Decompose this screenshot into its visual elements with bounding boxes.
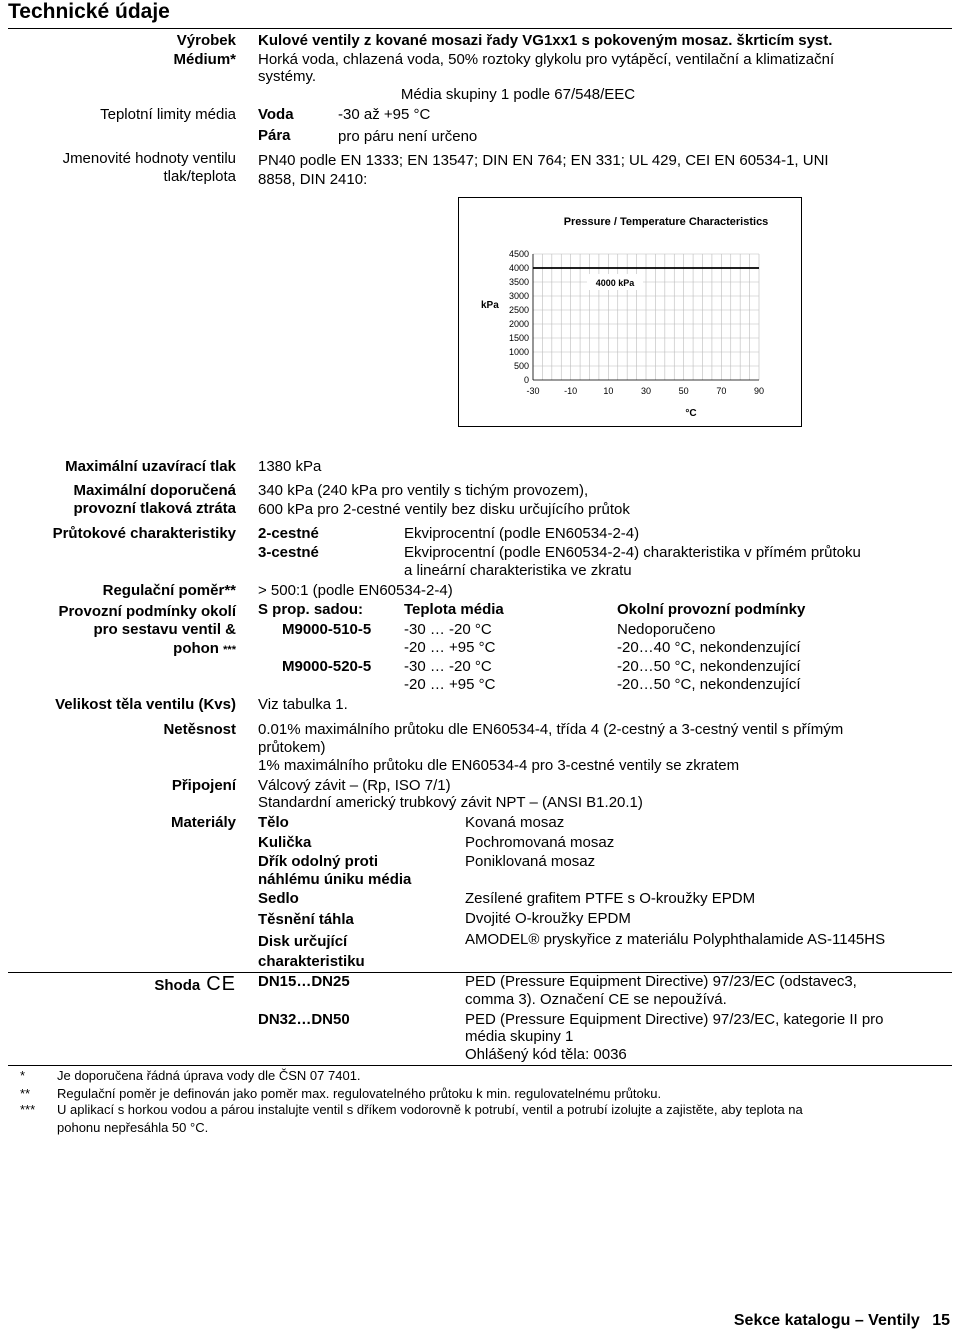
page-footer — [734, 1312, 950, 1330]
y-tick-label: 1500 — [508, 333, 529, 343]
para-value: pro páru není určeno — [338, 128, 478, 145]
m520-t1: -30 … -20 °C — [404, 658, 492, 675]
y-tick-label: 2500 — [508, 305, 529, 315]
m510-o1: Nedoporučeno — [617, 621, 716, 638]
sedlo-value: Zesílené grafitem PTFE s O-kroužky EPDM — [465, 890, 756, 907]
m520-t2: -20 … +95 °C — [404, 676, 496, 693]
tesneni-value: Dvojité O-kroužky EPDM — [465, 910, 631, 927]
uzaviraci-value: 1380 kPa — [258, 458, 322, 475]
note-3-mark: *** — [20, 1102, 36, 1117]
telo-label: Tělo — [258, 814, 289, 831]
x-tick-label: 10 — [603, 386, 614, 396]
chart-title: Pressure / Temperature Characteristics — [563, 216, 769, 228]
tesneni-label: Těsnění táhla — [258, 911, 354, 928]
y-tick-label: 2000 — [508, 319, 529, 329]
ztrata-value-1: 340 kPa (240 kPa pro ventily s tichým provozem), — [258, 482, 589, 499]
pressure-temperature-chart — [458, 197, 802, 427]
notes-rule — [8, 1065, 952, 1066]
provozni-label-3: pohon — [173, 640, 219, 657]
note-3-text-2: pohonu nepřesáhla 50 °C. — [57, 1120, 209, 1135]
m510-t1: -30 … -20 °C — [404, 621, 492, 638]
x-tick-label: 50 — [678, 386, 689, 396]
dn32-label: DN32…DN50 — [258, 1011, 350, 1028]
x-tick-label: 90 — [753, 386, 765, 396]
para-label: Pára — [258, 127, 291, 144]
velikost-label: Velikost těla ventilu (Kvs) — [55, 696, 236, 713]
teplotni-label: Teplotní limity média — [100, 106, 236, 123]
drik-value: Poniklovaná mosaz — [465, 853, 596, 870]
disk-label-2: charakteristiku — [258, 953, 365, 970]
x-tick-label: 30 — [640, 386, 652, 396]
m520-o1: -20…50 °C, nekondenzující — [617, 658, 801, 675]
cestne3-value-1: Ekviprocentní (podle EN60534-2-4) charakteristika v přímém průtoku — [404, 544, 861, 561]
medium-value-3: Média skupiny 1 podle 67/548/EEC — [400, 86, 636, 103]
dn32-value-3: Ohlášený kód těla: 0036 — [465, 1046, 627, 1063]
medium-label: Médium* — [173, 51, 236, 68]
cestne2-label: 2-cestné — [258, 525, 319, 542]
provozni-label-2: pro sestavu ventil & — [93, 621, 236, 638]
kulicka-label: Kulička — [258, 834, 312, 851]
dn32-value-1: PED (Pressure Equipment Directive) 97/23/EC, kategorie II pro — [465, 1011, 884, 1028]
cestne2-value: Ekviprocentní (podle EN60534-2-4) — [404, 525, 640, 542]
pripojeni-value-1: Válcový závit – (Rp, ISO 7/1) — [258, 777, 451, 794]
cestne3-value-2: a lineární charakteristika ve zkratu — [404, 562, 632, 579]
pripojeni-label: Připojení — [171, 777, 236, 794]
m520-o2: -20…50 °C, nekondenzující — [617, 676, 801, 693]
jmenovite-label-2: tlak/teplota — [163, 168, 236, 185]
y-tick-label: 0 — [523, 375, 529, 385]
vyrobek-value: Kulové ventily z kované mosazi řady VG1xx1 s pokoveným mosaz. škrticím syst. — [258, 32, 833, 49]
jmenovite-label-1: Jmenovité hodnoty ventilu — [62, 150, 236, 167]
m510-o2: -20…40 °C, nekondenzující — [617, 639, 801, 656]
ce-mark-icon: CE — [206, 973, 236, 995]
ztrata-label-2: provozní tlaková ztráta — [73, 500, 236, 517]
y-tick-label: 500 — [513, 361, 529, 371]
regulacni-value: > 500:1 (podle EN60534-2-4) — [258, 582, 453, 599]
note-2-mark: ** — [20, 1086, 31, 1101]
kulicka-value: Pochromovaná mosaz — [465, 834, 615, 851]
provozni-label-1: Provozní podmínky okolí — [58, 603, 236, 620]
footer-section: Sekce katalogu – Ventily — [733, 1312, 920, 1329]
m510-label: M9000-510-5 — [282, 621, 372, 638]
drik-label-1: Dřík odolný proti — [258, 853, 378, 870]
drik-label-2: náhlému úniku média — [258, 871, 412, 888]
netesnost-value-1: 0.01% maximálního průtoku dle EN60534-4, třída 4 (2-cestný a 3-cestný ventil s přímým — [258, 721, 844, 738]
shoda-label: Shoda — [154, 977, 201, 994]
chart-x-label: °C — [685, 408, 697, 419]
dn32-value-2: média skupiny 1 — [465, 1028, 574, 1045]
page-title: Technické údaje — [8, 0, 170, 23]
y-tick-label: 3500 — [508, 277, 529, 287]
provozni-label-stars: *** — [223, 644, 236, 656]
sedlo-label: Sedlo — [258, 890, 299, 907]
m510-t2: -20 … +95 °C — [404, 639, 496, 656]
jmenovite-value-1: PN40 podle EN 1333; EN 13547; DIN EN 764; EN 331; UL 429, CEI EN 60534-1, UNI — [258, 152, 829, 169]
medium-value-1: Horká voda, chlazená voda, 50% roztoky glykolu pro vytápěcí, ventilační a klimatizační — [258, 51, 835, 68]
jmenovite-value-2: 8858, DIN 2410: — [258, 171, 368, 188]
netesnost-value-2: průtokem) — [258, 739, 326, 756]
dn15-value-1: PED (Pressure Equipment Directive) 97/23/EC (odstavec3, — [465, 973, 857, 990]
voda-label: Voda — [258, 106, 294, 123]
netesnost-value-3: 1% maximálního průtoku dle EN60534-4 pro 3-cestné ventily se zkratem — [258, 757, 740, 774]
dn15-value-2: comma 3). Označení CE se nepoužívá. — [465, 991, 727, 1008]
voda-value: -30 až +95 °C — [338, 106, 431, 123]
regulacni-label: Regulační poměr** — [102, 582, 236, 599]
y-tick-label: 4500 — [508, 249, 529, 259]
y-tick-label: 3000 — [508, 291, 529, 301]
note-3-text-1: U aplikací s horkou vodou a párou instalujte ventil s dříkem vodorovně k potrubí, ventil a potrubí izolujte a zajistěte, aby teplota na — [57, 1102, 803, 1117]
materialy-label: Materiály — [170, 814, 236, 831]
title-rule — [8, 28, 952, 29]
x-tick-label: 70 — [716, 386, 727, 396]
note-1-text: Je doporučena řádná úprava vody dle ČSN 07 7401. — [57, 1068, 361, 1083]
chart-y-label: kPa — [481, 300, 499, 311]
telo-value: Kovaná mosaz — [465, 814, 565, 831]
y-tick-label: 1000 — [508, 347, 529, 357]
uzaviraci-label: Maximální uzavírací tlak — [65, 458, 236, 475]
note-2-text: Regulační poměr je definován jako poměr max. regulovatelného průtoku k min. regulovatelnému průtoku. — [57, 1086, 662, 1101]
ztrata-value-2: 600 kPa pro 2-cestné ventily bez disku určujícího průtok — [258, 501, 630, 518]
x-tick-label: -10 — [564, 386, 578, 396]
chart-svg — [459, 198, 800, 425]
col-sprop: S prop. sadou: — [258, 601, 363, 618]
medium-value-2: systémy. — [258, 68, 317, 85]
note-1-mark: * — [20, 1068, 26, 1083]
prutokove-label: Průtokové charakteristiky — [52, 525, 236, 542]
col-okolni: Okolní provozní podmínky — [617, 601, 806, 618]
netesnost-label: Netěsnost — [163, 721, 236, 738]
shoda-label-row — [154, 975, 236, 995]
cestne3-label: 3-cestné — [258, 544, 319, 561]
footer-page-number: 15 — [932, 1312, 950, 1329]
dn15-label: DN15…DN25 — [258, 973, 350, 990]
y-tick-label: 4000 — [508, 263, 529, 273]
disk-label-1: Disk určující — [258, 933, 348, 950]
velikost-value: Viz tabulka 1. — [258, 696, 348, 713]
ztrata-label-1: Maximální doporučená — [73, 482, 236, 499]
col-teplota: Teplota média — [404, 601, 504, 618]
disk-value: AMODEL® pryskyřice z materiálu Polyphthalamide AS-1145HS — [465, 931, 886, 948]
pripojeni-value-2: Standardní americký trubkový závit NPT – (ANSI B1.20.1) — [258, 794, 643, 811]
m520-label: M9000-520-5 — [282, 658, 372, 675]
x-tick-label: -30 — [526, 386, 540, 396]
provozni-label-3-row — [173, 640, 236, 659]
vyrobek-label: Výrobek — [176, 32, 236, 49]
chart-annotation: 4000 kPa — [595, 278, 635, 288]
